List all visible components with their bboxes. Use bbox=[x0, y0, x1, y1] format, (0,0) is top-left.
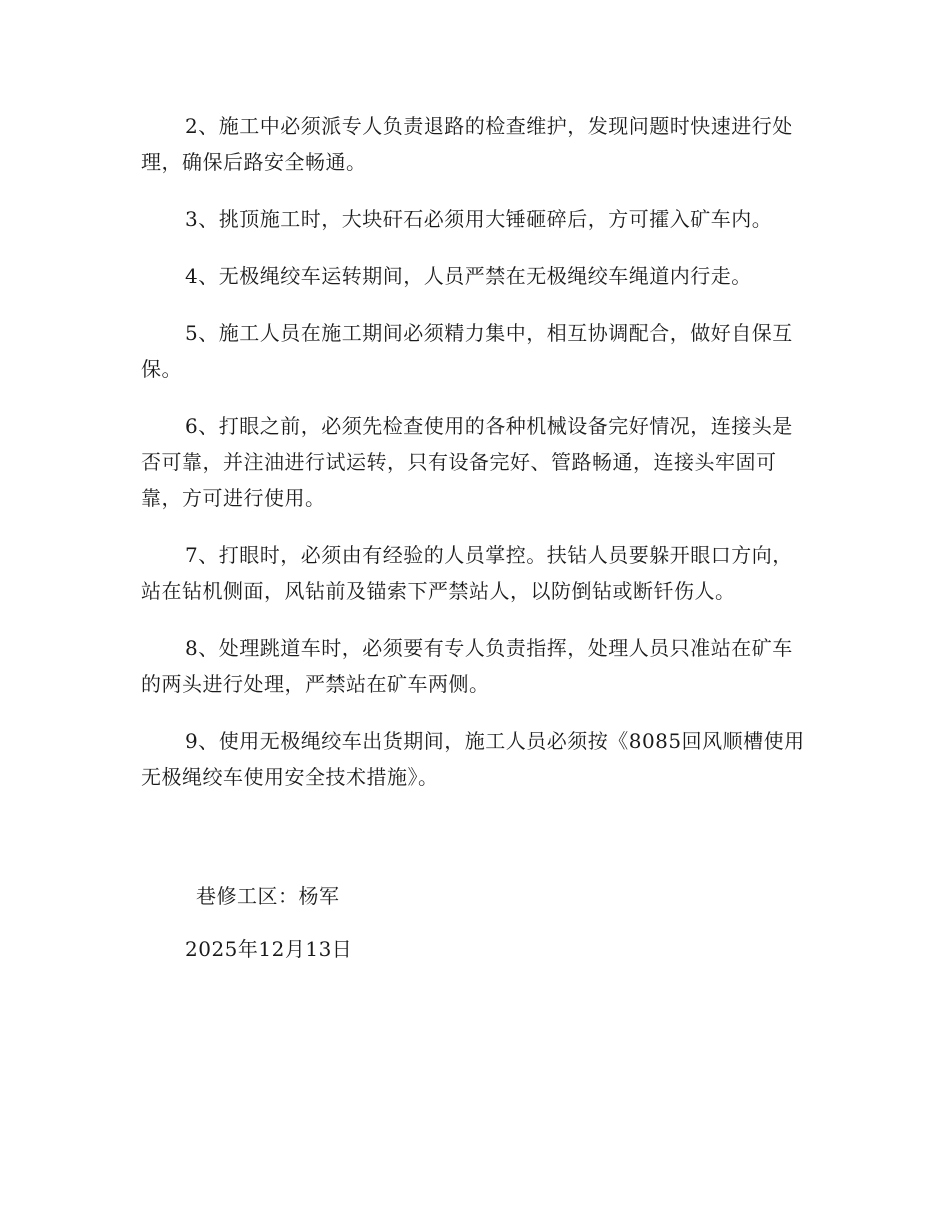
signature-date: 2025年12月13日 bbox=[185, 937, 353, 961]
paragraph-item-3: 3、挑顶施工时，大块矸石必须用大锤砸碎后，方可攉入矿车内。 bbox=[185, 207, 773, 231]
paragraph-item-7: 7、打眼时，必须由有经验的人员掌控。扶钻人员要躲开眼口方向，站在钻机侧面，风钻前及锚索下严禁站人，以防倒钻或断钎伤人。 bbox=[141, 543, 793, 603]
paragraph-item-5: 5、施工人员在施工期间必须精力集中，相互协调配合，做好自保互保。 bbox=[141, 321, 793, 381]
document-body bbox=[141, 108, 811, 961]
paragraph-item-9: 9、使用无极绳绞车出货期间，施工人员必须按《8085回风顺槽使用无极绳绞车使用安全技术措施》。 bbox=[141, 729, 805, 789]
paragraph-item-4: 4、无极绳绞车运转期间，人员严禁在无极绳绞车绳道内行走。 bbox=[185, 264, 752, 288]
signature-department: 巷修工区：杨军 bbox=[196, 884, 340, 908]
paragraph-item-2: 2、施工中必须派专人负责退路的检查维护，发现问题时快速进行处理，确保后路安全畅通。 bbox=[141, 114, 793, 174]
paragraph-item-8: 8、处理跳道车时，必须要有专人负责指挥，处理人员只准站在矿车的两头进行处理，严禁站在矿车两侧。 bbox=[141, 636, 793, 696]
paragraph-item-6: 6、打眼之前，必须先检查使用的各种机械设备完好情况，连接头是否可靠，并注油进行试运转，只有设备完好、管路畅通，连接头牢固可靠，方可进行使用。 bbox=[141, 414, 793, 510]
